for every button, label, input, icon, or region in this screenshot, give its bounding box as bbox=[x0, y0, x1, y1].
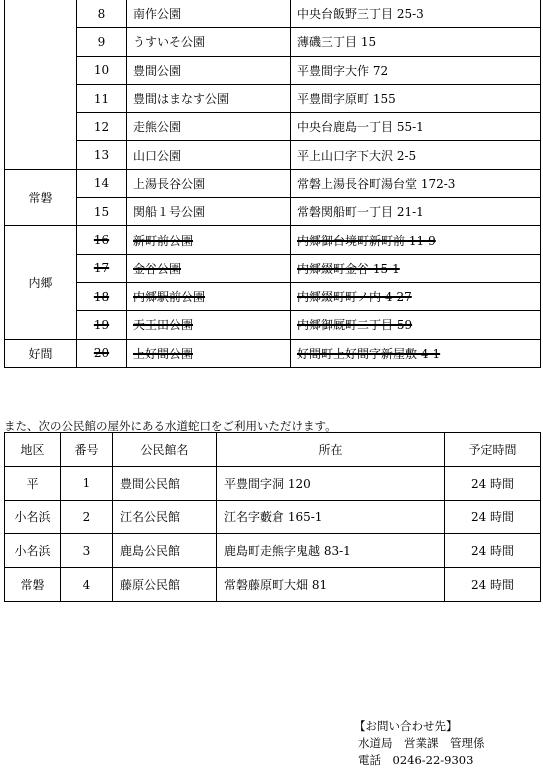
address-header: 所在 bbox=[217, 433, 445, 467]
district-cell: 常磐 bbox=[5, 568, 61, 602]
hall-name-cell: 鹿島公民館 bbox=[113, 534, 217, 568]
park-faucets-table bbox=[4, 0, 541, 368]
table-row bbox=[5, 169, 541, 197]
address-cell: 平豊間字大作 72 bbox=[291, 56, 541, 84]
table-row bbox=[5, 339, 541, 367]
address-cell: 中央台鹿島一丁目 55-1 bbox=[291, 113, 541, 141]
table-row bbox=[5, 500, 541, 534]
community-hall-intro-text: また、次の公民館の屋外にある水道蛇口をご利用いただけます。 bbox=[4, 419, 337, 433]
hall-name-cell: 江名公民館 bbox=[113, 500, 217, 534]
contact-phone: 電話 0246-22-9303 bbox=[358, 753, 474, 767]
number-cell: 19 bbox=[77, 311, 127, 339]
address-cell: 内郷御厩町二丁目 59 bbox=[291, 311, 541, 339]
park-name-cell: 上好間公園 bbox=[127, 339, 291, 367]
hall-name-cell: 藤原公民館 bbox=[113, 568, 217, 602]
address-cell: 中央台飯野三丁目 25-3 bbox=[291, 0, 541, 28]
district-cell: 内郷 bbox=[5, 226, 77, 339]
table-row bbox=[5, 56, 541, 84]
time-cell: 24 時間 bbox=[445, 534, 541, 568]
table-row bbox=[5, 28, 541, 56]
table-row bbox=[5, 311, 541, 339]
number-cell: 20 bbox=[77, 339, 127, 367]
park-name-cell: 天王田公園 bbox=[127, 311, 291, 339]
hall-name-cell: 豊間公民館 bbox=[113, 466, 217, 500]
table-row bbox=[5, 113, 541, 141]
address-cell: 鹿島町走熊字鬼越 83-1 bbox=[217, 534, 445, 568]
park-name-cell: 南作公園 bbox=[127, 0, 291, 28]
table-row bbox=[5, 141, 541, 169]
number-cell: 1 bbox=[61, 466, 113, 500]
number-cell: 2 bbox=[61, 500, 113, 534]
address-cell: 常磐関船町一丁目 21-1 bbox=[291, 198, 541, 226]
number-cell: 3 bbox=[61, 534, 113, 568]
table-row bbox=[5, 282, 541, 310]
time-cell: 24 時間 bbox=[445, 500, 541, 534]
number-cell: 9 bbox=[77, 28, 127, 56]
number-cell: 18 bbox=[77, 282, 127, 310]
park-name-cell: 豊間公園 bbox=[127, 56, 291, 84]
address-cell: 平豊間字原町 155 bbox=[291, 84, 541, 112]
park-name-cell: 山口公園 bbox=[127, 141, 291, 169]
hall-name-header: 公民館名 bbox=[113, 433, 217, 467]
park-name-cell: うすいそ公園 bbox=[127, 28, 291, 56]
number-cell: 8 bbox=[77, 0, 127, 28]
table-row bbox=[5, 226, 541, 254]
number-cell: 14 bbox=[77, 169, 127, 197]
address-cell: 内郷綴町金谷 15-1 bbox=[291, 254, 541, 282]
park-name-cell: 新町前公園 bbox=[127, 226, 291, 254]
address-cell: 内郷綴町町ノ内 4-27 bbox=[291, 282, 541, 310]
table-row bbox=[5, 84, 541, 112]
address-cell: 平豊間字洞 120 bbox=[217, 466, 445, 500]
community-hall-faucets-table bbox=[4, 432, 541, 602]
address-cell: 江名字藪倉 165-1 bbox=[217, 500, 445, 534]
park-name-cell: 内郷駅前公園 bbox=[127, 282, 291, 310]
number-cell: 4 bbox=[61, 568, 113, 602]
time-cell: 24 時間 bbox=[445, 466, 541, 500]
table-row bbox=[5, 568, 541, 602]
contact-info bbox=[354, 718, 485, 769]
number-cell: 12 bbox=[77, 113, 127, 141]
table-header-row bbox=[5, 433, 541, 467]
district-header: 地区 bbox=[5, 433, 61, 467]
table-row bbox=[5, 254, 541, 282]
district-cell: 好間 bbox=[5, 339, 77, 367]
contact-heading: 【お問い合わせ先】 bbox=[354, 719, 458, 733]
district-cell: 常磐 bbox=[5, 169, 77, 226]
contact-department: 水道局 営業課 管理係 bbox=[358, 736, 485, 750]
address-cell: 内郷御台境町新町前 11-9 bbox=[291, 226, 541, 254]
park-name-cell: 上湯長谷公園 bbox=[127, 169, 291, 197]
table-row bbox=[5, 198, 541, 226]
table-row bbox=[5, 0, 541, 28]
district-cell bbox=[5, 0, 77, 169]
number-header: 番号 bbox=[61, 433, 113, 467]
district-cell: 小名浜 bbox=[5, 534, 61, 568]
park-name-cell: 金谷公園 bbox=[127, 254, 291, 282]
number-cell: 10 bbox=[77, 56, 127, 84]
table-row bbox=[5, 466, 541, 500]
number-cell: 17 bbox=[77, 254, 127, 282]
park-name-cell: 走熊公園 bbox=[127, 113, 291, 141]
address-cell: 常磐上湯長谷町湯台堂 172-3 bbox=[291, 169, 541, 197]
time-header: 予定時間 bbox=[445, 433, 541, 467]
district-cell: 平 bbox=[5, 466, 61, 500]
park-name-cell: 豊間はまなす公園 bbox=[127, 84, 291, 112]
address-cell: 常磐藤原町大畑 81 bbox=[217, 568, 445, 602]
time-cell: 24 時間 bbox=[445, 568, 541, 602]
park-name-cell: 関船１号公園 bbox=[127, 198, 291, 226]
number-cell: 15 bbox=[77, 198, 127, 226]
address-cell: 平上山口字下大沢 2-5 bbox=[291, 141, 541, 169]
district-cell: 小名浜 bbox=[5, 500, 61, 534]
address-cell: 薄磯三丁目 15 bbox=[291, 28, 541, 56]
address-cell: 好間町上好間字新屋敷 4-1 bbox=[291, 339, 541, 367]
table-row bbox=[5, 534, 541, 568]
number-cell: 13 bbox=[77, 141, 127, 169]
number-cell: 11 bbox=[77, 84, 127, 112]
number-cell: 16 bbox=[77, 226, 127, 254]
